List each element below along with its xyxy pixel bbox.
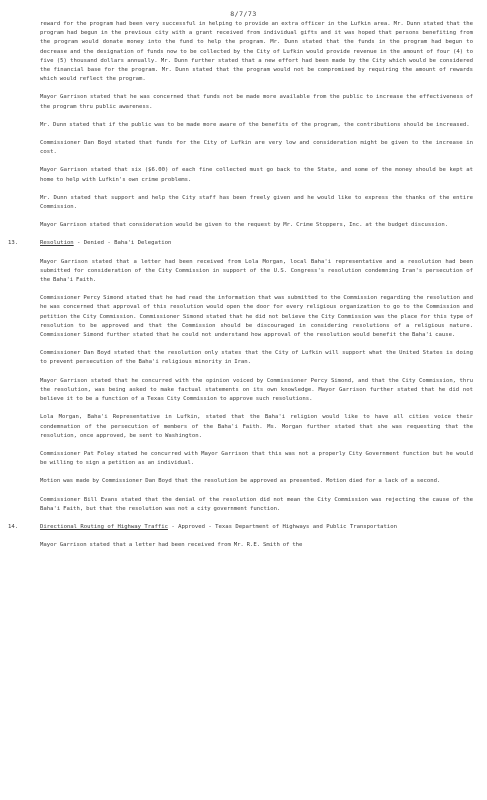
minutes-body	[8, 20, 473, 550]
paragraph: Lola Morgan, Baha'i Representative in Lufkin, stated that the Baha'i religion would like to have all cities voice their condemnation of the persecution of members of the Baha'i Faith. Ms. Morgan further stated that she was requesting that the resolution, once approved, be sent to Washington.	[40, 414, 473, 439]
paragraph: Commissioner Dan Boyd stated that funds for the City of Lufkin are very low and consideration might be given to the increase in cost.	[40, 140, 473, 156]
agenda-item-14	[8, 523, 473, 532]
item-title-suffix: - Denied - Baha'i Delegation	[73, 240, 172, 247]
paragraph: Mayor Garrison stated that six ($6.00) of each fine collected must go back to the State, and some of the money should be kept at home to help with Lufkin's own crime problems.	[40, 167, 473, 183]
paragraph: Commissioner Bill Evans stated that the denial of the resolution did not mean the City Commission was rejecting the cause of the Baha'i Faith, but that the resolution was not a city government function.	[40, 496, 473, 512]
paragraph: Mr. Dunn stated that support and help the City staff has been freely given and he would like to express the thanks of the entire Commission.	[40, 194, 473, 211]
paragraph: Mayor Garrison stated that a letter had been received from Mr. R.E. Smith of the	[40, 542, 303, 549]
paragraph: Mayor Garrison stated that consideration would be given to the request by Mr. Crime Stoppers, Inc. at the budget discussion.	[40, 222, 449, 229]
paragraph: Mayor Garrison stated that a letter had been received from Lola Morgan, local Baha'i representative and a resolution had been submitted for consideration of the City Commission in support of the U.S. Congress's resolution condemning Iran's persecution of the Baha'i Faith.	[40, 258, 473, 284]
paragraph: Motion was made by Commissioner Dan Boyd that the resolution be approved as presented. Motion died for a lack of a second.	[40, 478, 441, 485]
item-heading	[40, 523, 473, 532]
item-title-suffix: - Approved - Texas Department of Highways and Public Transportation	[167, 523, 397, 530]
paragraph: Commissioner Percy Simond stated that he had read the information that was submitted to the Commission regarding the resolution and he was concerned that approval of this resolution would open the door for every religious organization to go to the Commission and petition the City Commission. Commissioner Simond stated that he did not believe the City Commission was the place for this type of resolution to be approved and that the Commission should be discouraged in considering resolutions of a religious nature. Commissioner Simond further stated that he could not understand how approval of the resolution would benefit the Baha'i cause.	[40, 295, 473, 339]
item-title: Directional Routing of Highway Traffic	[40, 523, 168, 530]
paragraph: Commissioner Dan Boyd stated that the resolution only states that the City of Lufkin will support what the United States is doing to prevent persecution of the Baha'i religious minority in Iran.	[40, 350, 473, 366]
agenda-item-13	[8, 239, 473, 248]
item-title: Resolution	[40, 240, 74, 247]
item-number: 14.	[8, 523, 19, 530]
item-heading	[40, 239, 473, 248]
item-number: 13.	[8, 240, 19, 247]
paragraph: Mr. Dunn stated that if the public was to be made more aware of the benefits of the program, the contributions should be increased.	[40, 121, 470, 128]
paragraph: Commissioner Pat Foley stated he concurred with Mayor Garrison that this was not a properly City Government function but he would be willing to sign a petition as an individual.	[40, 450, 473, 467]
paragraph: Mayor Garrison stated that he concurred with the opinion voiced by Commissioner Percy Simond, and that the City Commission, thru the resolution, was being asked to make factual statements on its own knowledge. Mayor Garrison further stated that he did not believe it to be a function of a Texas City Commission to approve such resolutions.	[40, 377, 473, 403]
paragraph: reward for the program had been very successful in helping to provide an extra officer in the Lufkin area. Mr. Dunn stated that the program had begun in the previous city with a grant received from individual gifts and it was hoped that persons benefiting from the program would donate money into the fund to help the program. Mr. Dunn stated that the funds in the program had begun to decrease and the designation of funds now to be collected by the City of Lufkin would provide revenue in the amount of four (4) to five (5) thousand dollars annually. Mr. Dunn further stated that a new effort had been made by the City which would be considered the financial base for the program. Mr. Dunn stated that the program would not be compromised by requiring the amount of rewards which would reflect the program.	[40, 21, 473, 83]
paragraph: Mayor Garrison stated that he was concerned that funds not be made more available from the public to increase the effectiveness of the program thru public awareness.	[40, 94, 473, 110]
page-number: 8/7/73	[230, 10, 257, 18]
